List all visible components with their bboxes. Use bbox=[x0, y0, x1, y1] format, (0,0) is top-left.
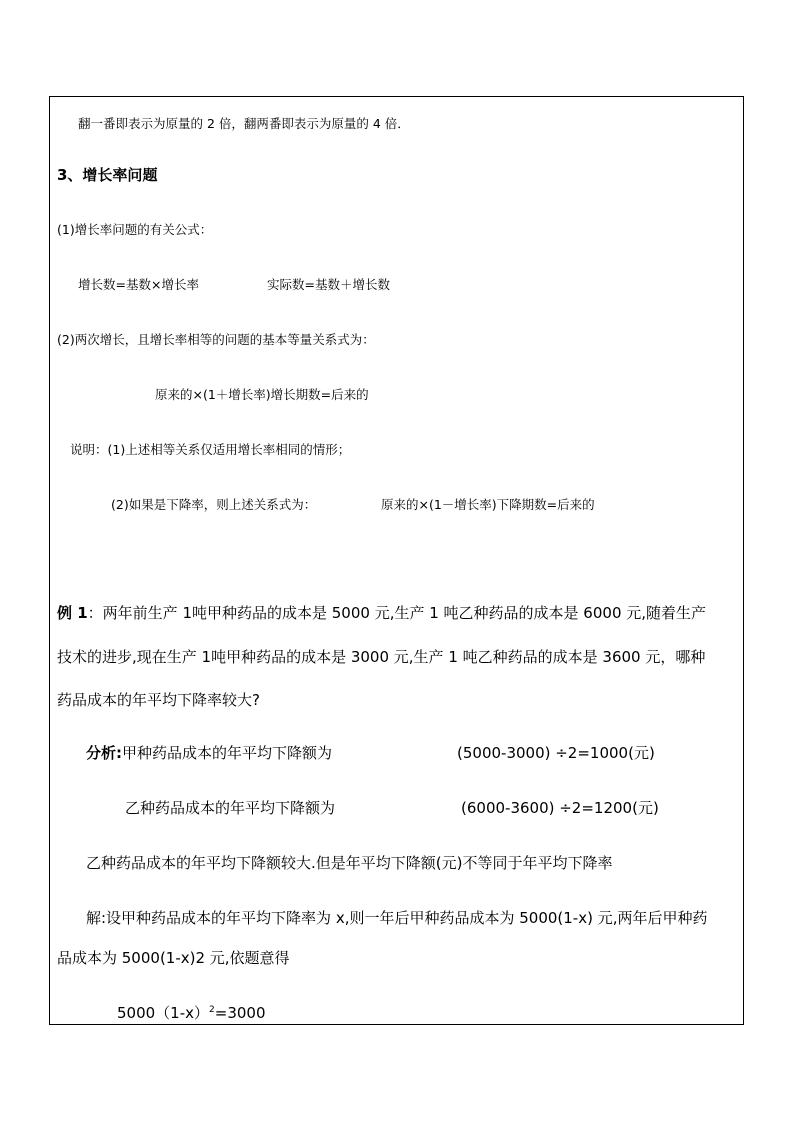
equation bbox=[117, 1002, 266, 1023]
example-label: 例 1 bbox=[57, 604, 88, 622]
example-line-1 bbox=[57, 602, 706, 623]
equation-left: 5000（1-x） bbox=[117, 1004, 210, 1022]
formula-decline-relation: 原来的×(1－增长率)下降期数=后来的 bbox=[381, 497, 595, 512]
example-text-1: ：两年前生产 1吨甲种药品的成本是 5000 元,生产 1 吨乙种药品的成本是 6000 元,随着生产 bbox=[87, 604, 707, 622]
analysis-line-2: 乙种药品成本的年平均下降额为 bbox=[125, 799, 336, 817]
analysis-label: 分析: bbox=[86, 744, 122, 762]
text-line-formula-intro: (1)增长率问题的有关公式： bbox=[57, 222, 213, 237]
formula-actual-amount: 实际数=基数＋增长数 bbox=[267, 277, 390, 292]
example-line-3: 药品成本的年平均下降率较大? bbox=[57, 691, 260, 709]
analysis-line-1 bbox=[86, 742, 332, 763]
formula-growth-amount: 增长数=基数×增长率 bbox=[78, 277, 199, 292]
text-line-doubling: 翻一番即表示为原量的 2 倍，翻两番即表示为原量的 4 倍． bbox=[78, 116, 410, 131]
equation-exponent: 2 bbox=[209, 1005, 215, 1015]
solution-line-1: 解:设甲种药品成本的年平均下降率为 x,则一年后甲种药品成本为 5000(1-x) 元,两年后甲种药 bbox=[86, 909, 708, 927]
solution-line-2: 品成本为 5000(1-x)2 元,依题意得 bbox=[57, 949, 290, 967]
example-line-2: 技术的进步,现在生产 1吨甲种药品的成本是 3000 元,生产 1 吨乙种药品的成本是 3600 元，哪种 bbox=[57, 648, 706, 666]
analysis-value-2: (6000-3600) ÷2=1200(元) bbox=[461, 799, 659, 817]
equation-right: =3000 bbox=[214, 1004, 266, 1022]
analysis-value-1: (5000-3000) ÷2=1000(元) bbox=[457, 744, 655, 762]
analysis-line-3: 乙种药品成本的年平均下降额较大.但是年平均下降额(元)不等同于年平均下降率 bbox=[86, 854, 613, 872]
text-line-note: 说明：(1)上述相等关系仅适用增长率相同的情形； bbox=[70, 442, 351, 457]
formula-growth-relation: 原来的×(1＋增长率)增长期数=后来的 bbox=[155, 387, 369, 402]
analysis-text-1: 甲种药品成本的年平均下降额为 bbox=[122, 744, 333, 762]
text-line-two-growth: (2)两次增长，且增长率相等的问题的基本等量关系式为： bbox=[57, 332, 375, 347]
text-line-decline-intro: (2)如果是下降率，则上述关系式为： bbox=[111, 497, 317, 512]
section-heading: 3、增长率问题 bbox=[57, 166, 158, 184]
